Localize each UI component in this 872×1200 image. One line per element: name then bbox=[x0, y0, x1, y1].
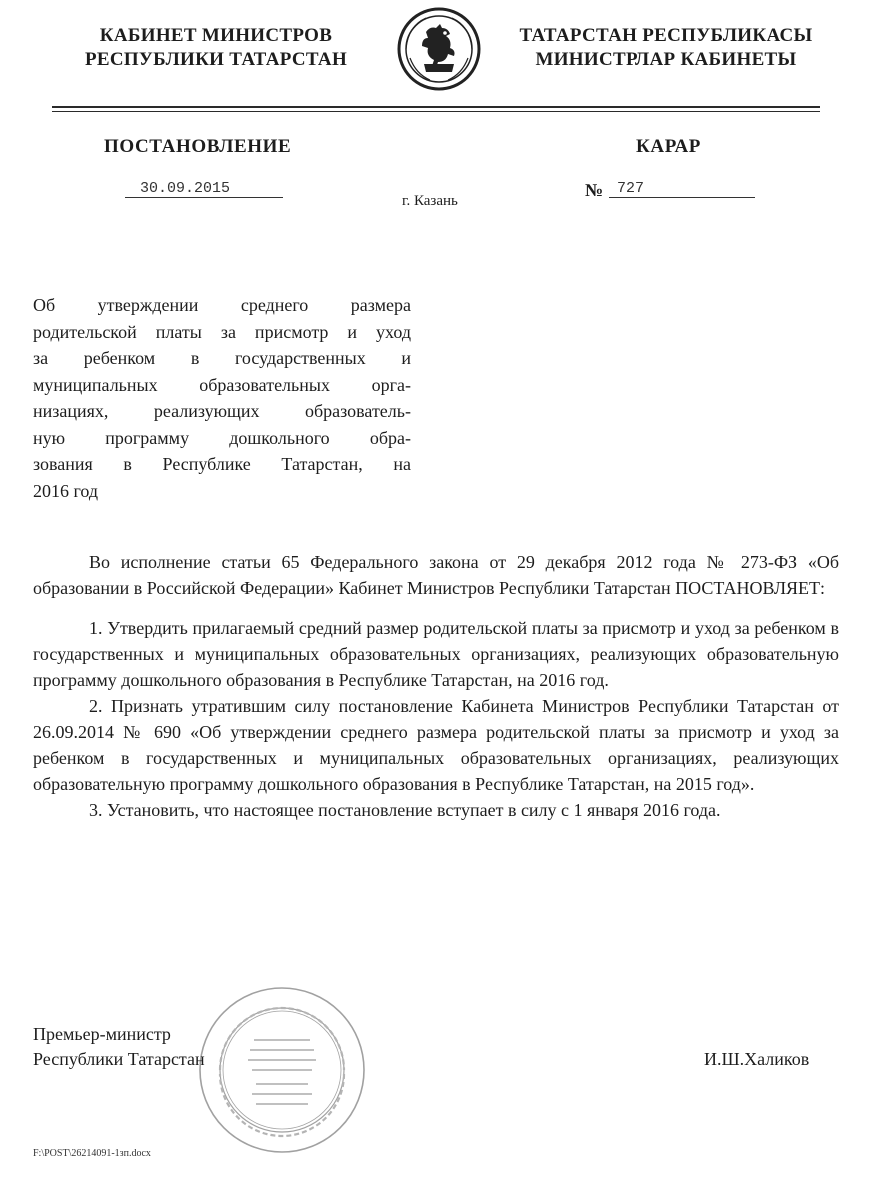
subject-line: 2016 год bbox=[33, 480, 99, 501]
doc-type-right: КАРАР bbox=[636, 136, 702, 157]
header-right-line1: ТАТАРСТАН РЕСПУБЛИКАСЫ bbox=[519, 25, 813, 46]
subject-line: родительской платы за присмотр и уход bbox=[33, 321, 411, 342]
doc-date: 30.09.2015 bbox=[125, 180, 283, 198]
doc-type-left: ПОСТАНОВЛЕНИЕ bbox=[104, 136, 292, 157]
tatarstan-coat-of-arms-icon bbox=[396, 6, 482, 92]
item-2-paragraph: 2. Признать утратившим силу постановление Кабинета Министров Республики Татарстан от 26.09.2014 № 690 «Об утверждении среднего размера родительской платы за присмотр и уход за ребенком в государственных и муниципальных образовательных организациях, реализующих образовательную программу дошкольного образования в Республике Татарстан, на 2015 год». bbox=[33, 696, 839, 794]
subject-line: ную программу дошкольного обра- bbox=[33, 427, 411, 448]
header-left-line1: КАБИНЕТ МИНИСТРОВ bbox=[99, 25, 333, 46]
footer-file-path: F:\POST\26214091-1зп.docx bbox=[33, 1148, 151, 1159]
item-1-paragraph: 1. Утвердить прилагаемый средний размер родительской платы за присмотр и уход за ребенком в государственных и муниципальных образовательных организациях, реализующих образовательную программу дошкольного образования в Республике Татарстан, на 2016 год. bbox=[33, 618, 839, 690]
signatory-position-line1: Премьер-министр bbox=[33, 1024, 171, 1044]
header-right-title bbox=[492, 24, 840, 72]
header-left-line2: РЕСПУБЛИКИ ТАТАРСТАН bbox=[84, 49, 348, 70]
doc-number-label: № bbox=[585, 180, 604, 200]
official-seal-icon bbox=[196, 984, 368, 1156]
subject-line: зования в Республике Татарстан, на bbox=[33, 454, 411, 474]
document-body bbox=[33, 549, 839, 823]
doc-city: г. Казань bbox=[402, 193, 458, 209]
header-divider-top bbox=[52, 106, 820, 108]
signatory-position-line2: Республики Татарстан bbox=[33, 1049, 205, 1069]
doc-number: 727 bbox=[609, 180, 755, 198]
header-divider-bottom bbox=[52, 111, 820, 112]
item-3-paragraph: 3. Установить, что настоящее постановление вступает в силу с 1 января 2016 года. bbox=[89, 800, 721, 820]
header-left-title bbox=[62, 24, 370, 72]
header-right-line2: МИНИСТРЛАР КАБИНЕТЫ bbox=[535, 49, 797, 70]
subject-line: муниципальных образовательных орга- bbox=[33, 374, 411, 395]
document-subject bbox=[33, 292, 411, 504]
signatory-position bbox=[33, 1022, 205, 1072]
preamble-paragraph: Во исполнение статьи 65 Федерального закона от 29 декабря 2012 года № 273-ФЗ «Об образовании в Российской Федерации» Кабинет Министров Республики Татарстан ПОСТАНОВЛЯЕТ: bbox=[33, 552, 839, 598]
subject-line: низациях, реализующих образователь- bbox=[33, 401, 411, 421]
subject-line: Об утверждении среднего размера bbox=[33, 295, 411, 315]
signatory-name: И.Ш.Халиков bbox=[704, 1049, 810, 1069]
subject-line: за ребенком в государственных и bbox=[33, 348, 411, 368]
